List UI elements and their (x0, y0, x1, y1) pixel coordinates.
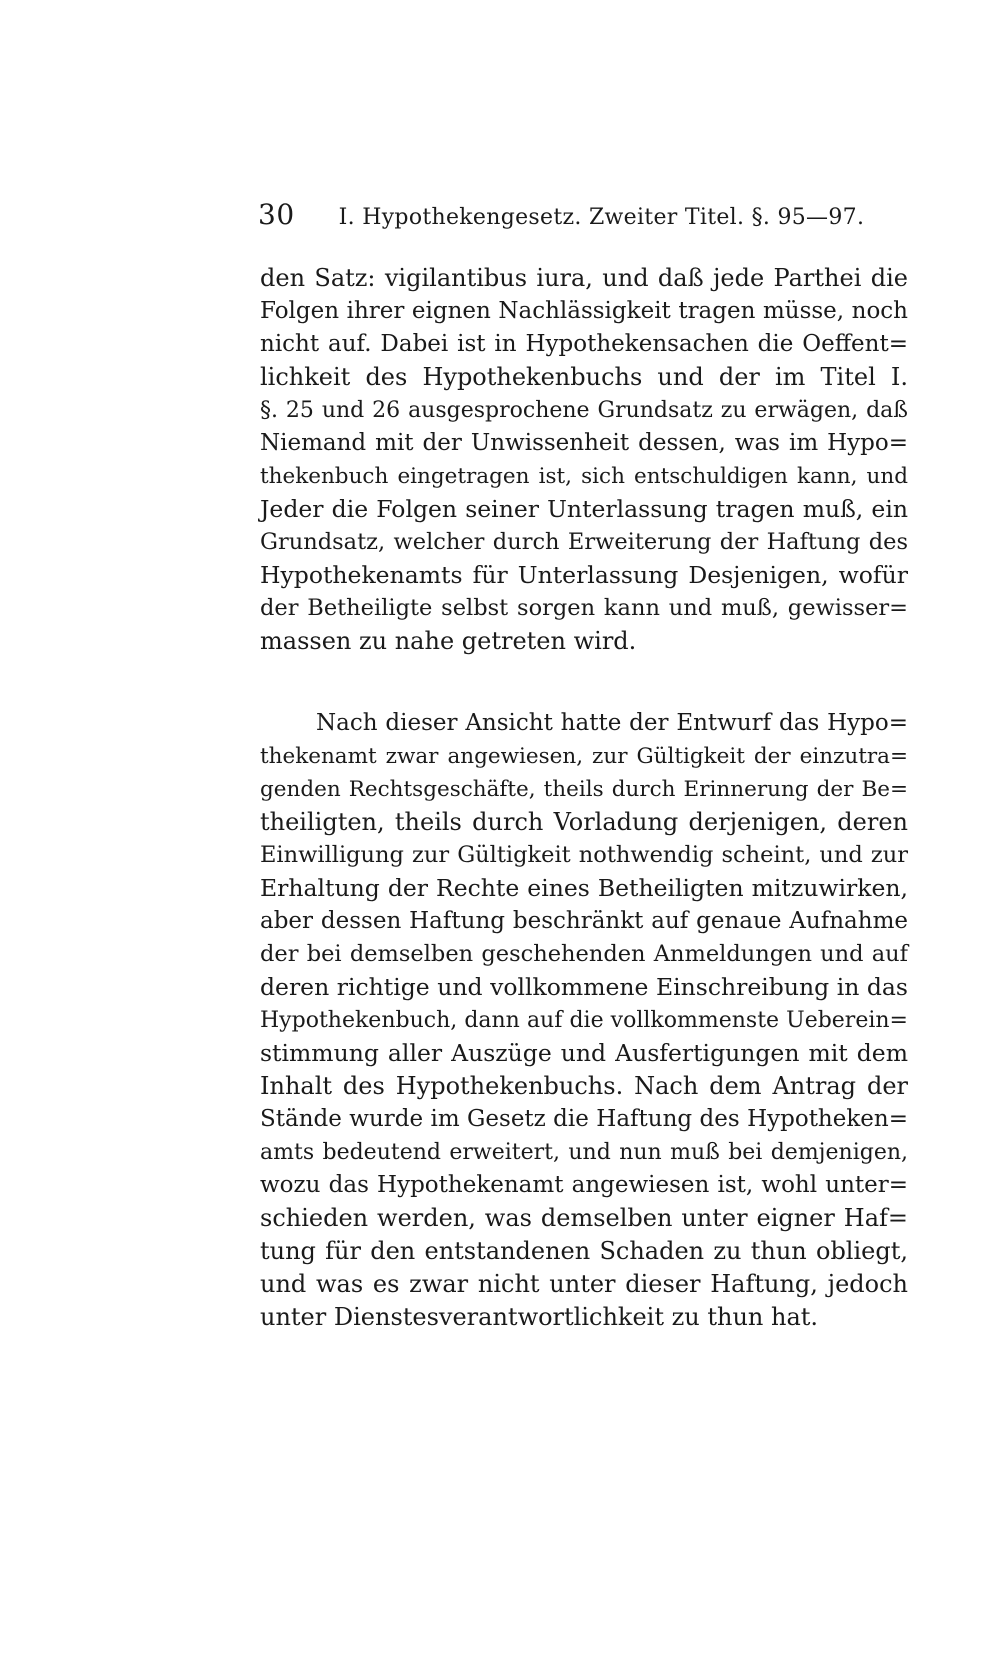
text-line: lichkeit des Hypothekenbuchs und der im Titel I. (260, 363, 908, 391)
text-line: massen zu nahe getreten wird. (260, 627, 637, 655)
text-line: wozu das Hypothekenamt angewiesen ist, wohl unter= (260, 1172, 908, 1198)
text-line: der bei demselben geschehenden Anmeldungen und auf (260, 941, 908, 967)
text-line: Nach dieser Ansicht hatte der Entwurf das Hypo= (316, 710, 908, 736)
text-line: deren richtige und vollkommene Einschreibung in das (260, 973, 908, 1001)
text-line: genden Rechtsgeschäfte, theils durch Erinnerung der Be= (260, 777, 908, 802)
text-line: nicht auf. Dabei ist in Hypothekensachen die Oeffent= (260, 331, 908, 357)
paragraph-gap (260, 658, 908, 707)
text-line: unter Dienstesverantwortlichkeit zu thun hat. (260, 1303, 819, 1331)
text-line: Einwilligung zur Gültigkeit nothwendig scheint, und zur (260, 842, 908, 868)
text-line: Jeder die Folgen seiner Unterlassung tragen muß, ein (260, 495, 908, 523)
page-number: 30 (258, 198, 295, 231)
text-line: Niemand mit der Unwissenheit dessen, was im Hypo= (260, 430, 908, 456)
text-line: schieden werden, was demselben unter eigner Haf= (260, 1204, 908, 1232)
text-line: thekenamt zwar angewiesen, zur Gültigkeit der einzutra= (260, 744, 908, 769)
text-line: Folgen ihrer eignen Nachlässigkeit tragen müsse, noch (260, 298, 908, 324)
running-head (258, 198, 865, 231)
text-line: tung für den entstandenen Schaden zu thun obliegt, (260, 1237, 908, 1265)
text-line: und was es zwar nicht unter dieser Haftung, jedoch (260, 1270, 908, 1298)
running-head-title: I. Hypothekengesetz. Zweiter Titel. §. 95—97. (338, 205, 865, 230)
text-line: thekenbuch eingetragen ist, sich entschuldigen kann, und (260, 464, 908, 489)
text-line: amts bedeutend erweitert, und nun muß bei demjenigen, (260, 1140, 908, 1165)
body-text (260, 262, 908, 1334)
text-line: theiligten, theils durch Vorladung derjenigen, deren (260, 808, 908, 836)
text-line: §. 25 und 26 ausgesprochene Grundsatz zu erwägen, daß (260, 398, 908, 423)
paragraph-2 (260, 707, 908, 1334)
text-line: Hypothekenbuch, dann auf die vollkommenste Ueberein= (260, 1008, 908, 1033)
text-line: Inhalt des Hypothekenbuchs. Nach dem Antrag der (260, 1072, 908, 1100)
text-line: Grundsatz, welcher durch Erweiterung der Haftung des (260, 529, 908, 555)
text-line: den Satz: vigilantibus iura, und daß jede Parthei die (260, 264, 908, 292)
paragraph-1 (260, 262, 908, 658)
text-line: der Betheiligte selbst sorgen kann und muß, gewisser= (260, 595, 908, 621)
text-line: aber dessen Haftung beschränkt auf genaue Aufnahme (260, 908, 908, 934)
text-line: Hypothekenamts für Unterlassung Desjenigen, wofür (260, 561, 908, 589)
text-line: stimmung aller Auszüge und Ausfertigungen mit dem (260, 1039, 908, 1067)
text-line: Stände wurde im Gesetz die Haftung des Hypotheken= (260, 1106, 908, 1132)
text-line: Erhaltung der Rechte eines Betheiligten mitzuwirken, (260, 874, 908, 902)
